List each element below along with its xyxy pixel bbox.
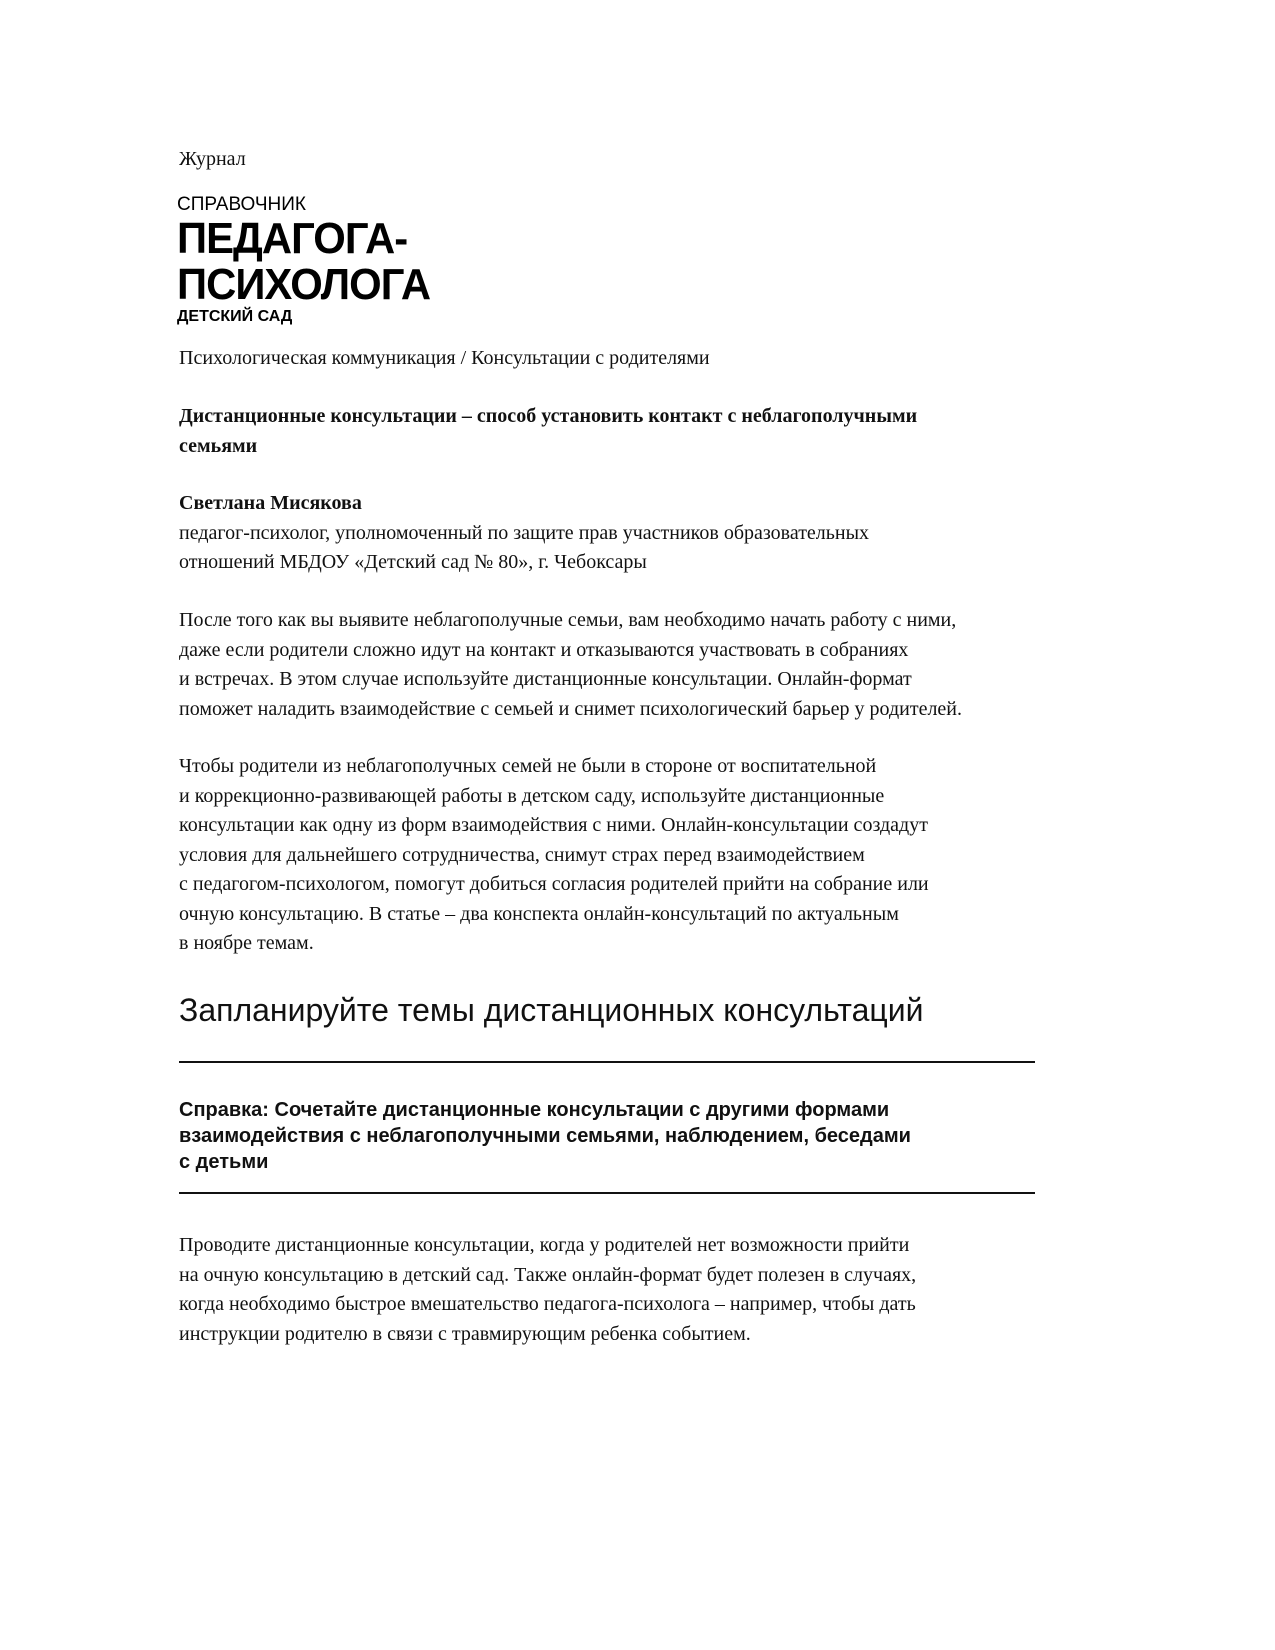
text-line: консультации как одну из форм взаимодействия с ними. Онлайн-консультации создадут bbox=[179, 814, 928, 836]
logo-line: ПЕДАГОГА- bbox=[177, 214, 408, 263]
text-line: даже если родители сложно идут на контакт и отказываются участвовать в собраниях bbox=[179, 638, 909, 661]
divider bbox=[179, 1192, 1035, 1194]
divider bbox=[179, 1061, 1035, 1063]
text-line: в ноябре темам. bbox=[179, 932, 314, 954]
paragraph-2 bbox=[179, 752, 929, 959]
text-line: и коррекционно-развивающей работы в детском саду, используйте дистанционные bbox=[179, 784, 885, 807]
reference-note bbox=[179, 1097, 911, 1175]
text-line: условия для дальнейшего сотрудничества, снимут страх перед взаимодействием bbox=[179, 843, 865, 866]
text-line: После того как вы выявите неблагополучные семьи, вам необходимо начать работу с ними, bbox=[179, 609, 957, 631]
text-line: инструкции родителю в связи с травмирующим ребенка событием. bbox=[179, 1322, 751, 1345]
note-line: с детьми bbox=[179, 1151, 269, 1173]
logo-line: ПСИХОЛОГА bbox=[177, 260, 431, 309]
author-position: отношений МБДОУ «Детский сад № 80», г. Чебоксары bbox=[179, 551, 647, 573]
section-heading: Запланируйте темы дистанционных консультаций bbox=[179, 992, 924, 1028]
rubric-breadcrumb: Психологическая коммуникация / Консультации с родителями bbox=[179, 347, 710, 369]
text-line: когда необходимо быстрое вмешательство педагога-психолога – например, чтобы дать bbox=[179, 1293, 916, 1315]
title-line: семьями bbox=[179, 434, 258, 457]
text-line: очную консультацию. В статье – два конспекта онлайн-консультаций по актуальным bbox=[179, 902, 899, 925]
paragraph-1 bbox=[179, 606, 962, 724]
author-position: педагог-психолог, уполномоченный по защите прав участников образовательных bbox=[179, 521, 870, 544]
note-line: взаимодействия с неблагополучными семьями, наблюдением, беседами bbox=[179, 1125, 911, 1147]
article-title bbox=[179, 402, 917, 461]
note-line: Справка: Сочетайте дистанционные консультации с другими формами bbox=[179, 1099, 890, 1121]
text-line: Проводите дистанционные консультации, когда у родителей нет возможности прийти bbox=[179, 1234, 910, 1256]
logo-line: ДЕТСКИЙ САД bbox=[177, 308, 293, 325]
paragraph-3 bbox=[179, 1231, 916, 1349]
author-block bbox=[179, 489, 869, 578]
journal-logo bbox=[177, 194, 443, 326]
text-line: с педагогом-психологом, помогут добиться согласия родителей прийти на собрание или bbox=[179, 873, 929, 895]
text-line: на очную консультацию в детский сад. Также онлайн-формат будет полезен в случаях, bbox=[179, 1263, 917, 1286]
text-line: поможет наладить взаимодействие с семьей и снимет психологический барьер у родителей. bbox=[179, 697, 963, 720]
logo-line: СПРАВОЧНИК bbox=[177, 194, 306, 215]
text-line: Чтобы родители из неблагополучных семей не были в стороне от воспитательной bbox=[179, 755, 877, 777]
title-line: Дистанционные консультации – способ установить контакт с неблагополучными bbox=[179, 405, 918, 427]
text-line: и встречах. В этом случае используйте дистанционные консультации. Онлайн-формат bbox=[179, 668, 912, 690]
author-name: Светлана Мисякова bbox=[179, 492, 362, 514]
journal-label: Журнал bbox=[179, 148, 246, 170]
